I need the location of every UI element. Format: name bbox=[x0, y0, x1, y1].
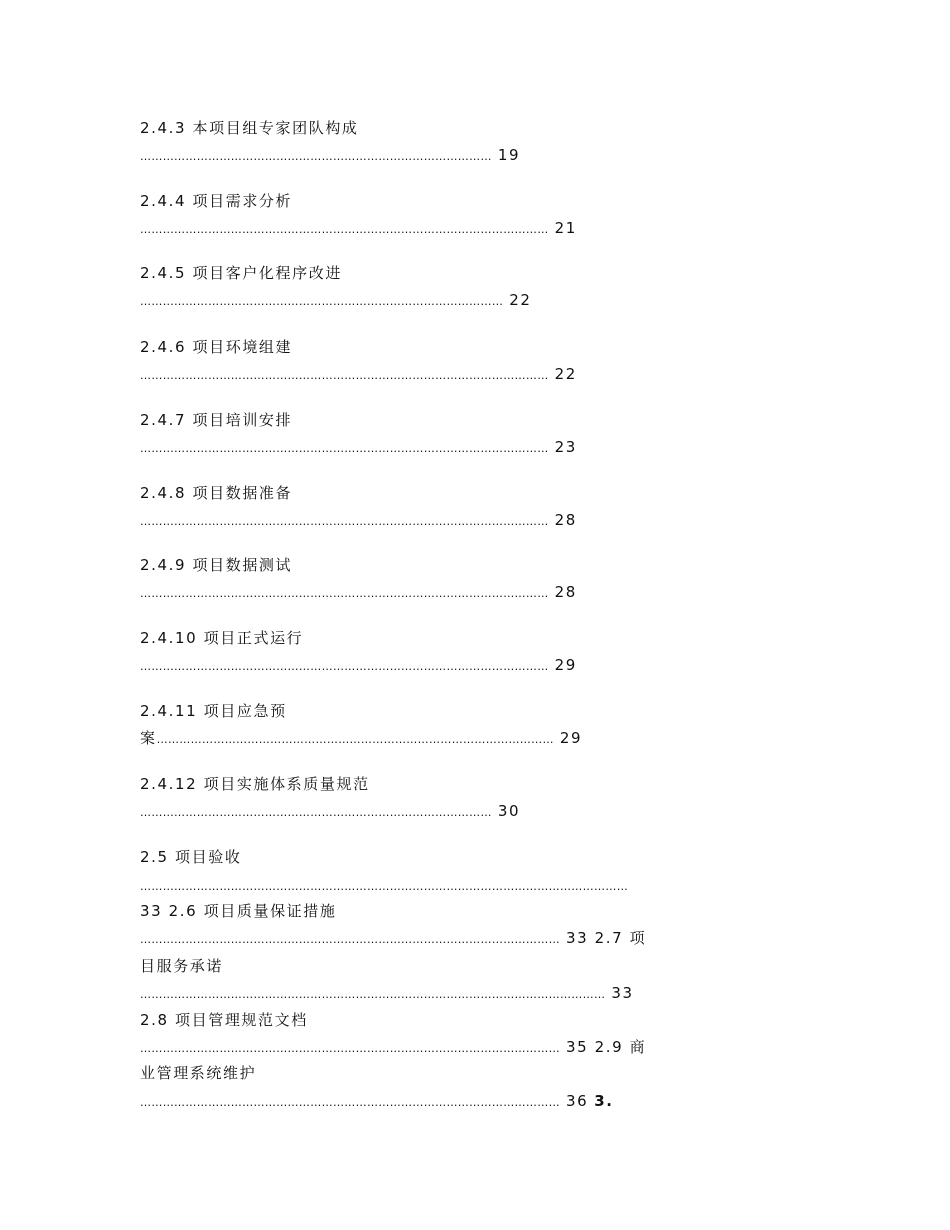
dot-leader: ……………………………………………………………………………………………… bbox=[140, 660, 549, 673]
toc-entry-leader bbox=[140, 983, 634, 1003]
toc-entry-title[interactable]: 2.4.6 项目环境组建 bbox=[140, 338, 293, 356]
dot-leader: ………………………………………………………………………………………………… bbox=[140, 1042, 560, 1055]
page-number: 28 bbox=[554, 583, 577, 601]
toc-entry-title[interactable]: 33 2.6 项目质量保证措施 bbox=[140, 902, 337, 920]
toc-entry-title[interactable]: 2.4.8 项目数据准备 bbox=[140, 484, 293, 502]
toc-entry-title[interactable]: 2.8 项目管理规范文档 bbox=[140, 1011, 308, 1029]
toc-entry-leader bbox=[140, 145, 520, 165]
page-number: 19 bbox=[497, 146, 521, 164]
dot-leader: ………………………………………………………………………………………………………………… bbox=[140, 880, 629, 893]
toc-entry-leader bbox=[140, 582, 577, 602]
dot-leader: ………………………………………………………………………………… bbox=[140, 150, 492, 163]
toc-entry-leader bbox=[140, 510, 577, 530]
dot-leader: ……………………………………………………………………………………………… bbox=[140, 515, 549, 528]
toc-entry-title[interactable]: 2.4.11 项目应急预 bbox=[140, 702, 287, 720]
title-continuation: 案 bbox=[140, 729, 157, 747]
toc-entry-leader bbox=[140, 290, 532, 310]
toc-entry-leader bbox=[140, 218, 577, 238]
toc-entry-leader bbox=[140, 1091, 614, 1111]
toc-entry-title[interactable]: 业管理系统维护 bbox=[140, 1064, 257, 1082]
toc-entry-title[interactable]: 目服务承诺 bbox=[140, 957, 224, 975]
dot-leader: ……………………………………………………………………………………………… bbox=[140, 587, 549, 600]
toc-entry-title[interactable]: 2.4.10 项目正式运行 bbox=[140, 629, 304, 647]
chapter-number: 3. bbox=[594, 1092, 614, 1110]
toc-entry-title[interactable]: 2.4.7 项目培训安排 bbox=[140, 411, 293, 429]
page-number: 29 bbox=[559, 729, 583, 747]
dot-leader: …………………………………………………………………………………………… bbox=[156, 733, 554, 746]
toc-entry-leader bbox=[140, 875, 628, 895]
toc-entry-title[interactable]: 2.5 项目验收 bbox=[140, 848, 242, 866]
page-number: 21 bbox=[554, 219, 577, 237]
dot-leader: ………………………………………………………………………………………………… bbox=[140, 1096, 560, 1109]
dot-leader: …………………………………………………………………………………… bbox=[140, 295, 504, 308]
toc-entry-title[interactable]: 2.4.9 项目数据测试 bbox=[140, 556, 293, 574]
page-number: 30 bbox=[497, 802, 521, 820]
toc-entry-leader bbox=[140, 1037, 646, 1057]
toc-entry-leader bbox=[140, 728, 582, 748]
toc-entry-title[interactable]: 2.4.3 本项目组专家团队构成 bbox=[140, 119, 359, 137]
page-number: 29 bbox=[554, 656, 577, 674]
page-number: 33 bbox=[611, 984, 634, 1002]
page-number: 28 bbox=[554, 511, 577, 529]
toc-entry-leader bbox=[140, 364, 577, 384]
toc-entry-leader bbox=[140, 655, 577, 675]
page-number: 22 bbox=[509, 291, 532, 309]
dot-leader: ……………………………………………………………………………………………… bbox=[140, 369, 549, 382]
page-number: 36 bbox=[565, 1092, 589, 1110]
toc-entry-leader bbox=[140, 801, 520, 821]
toc-entry-title[interactable]: 2.4.5 项目客户化程序改进 bbox=[140, 264, 342, 282]
page-number: 35 2.9 商 bbox=[565, 1038, 647, 1056]
toc-entry-title[interactable]: 2.4.12 项目实施体系质量规范 bbox=[140, 775, 370, 793]
page-number: 33 2.7 项 bbox=[565, 929, 647, 947]
toc-entry-leader bbox=[140, 928, 646, 948]
dot-leader: …………………………………………………………………………………………………………… bbox=[140, 988, 606, 1001]
dot-leader: ………………………………………………………………………………… bbox=[140, 806, 492, 819]
toc-entry-title[interactable]: 2.4.4 项目需求分析 bbox=[140, 192, 293, 210]
dot-leader: ……………………………………………………………………………………………… bbox=[140, 442, 549, 455]
page-number: 23 bbox=[554, 438, 577, 456]
toc-entry-leader bbox=[140, 437, 577, 457]
dot-leader: ………………………………………………………………………………………………… bbox=[140, 933, 560, 946]
dot-leader: ……………………………………………………………………………………………… bbox=[140, 223, 549, 236]
page-number: 22 bbox=[554, 365, 577, 383]
